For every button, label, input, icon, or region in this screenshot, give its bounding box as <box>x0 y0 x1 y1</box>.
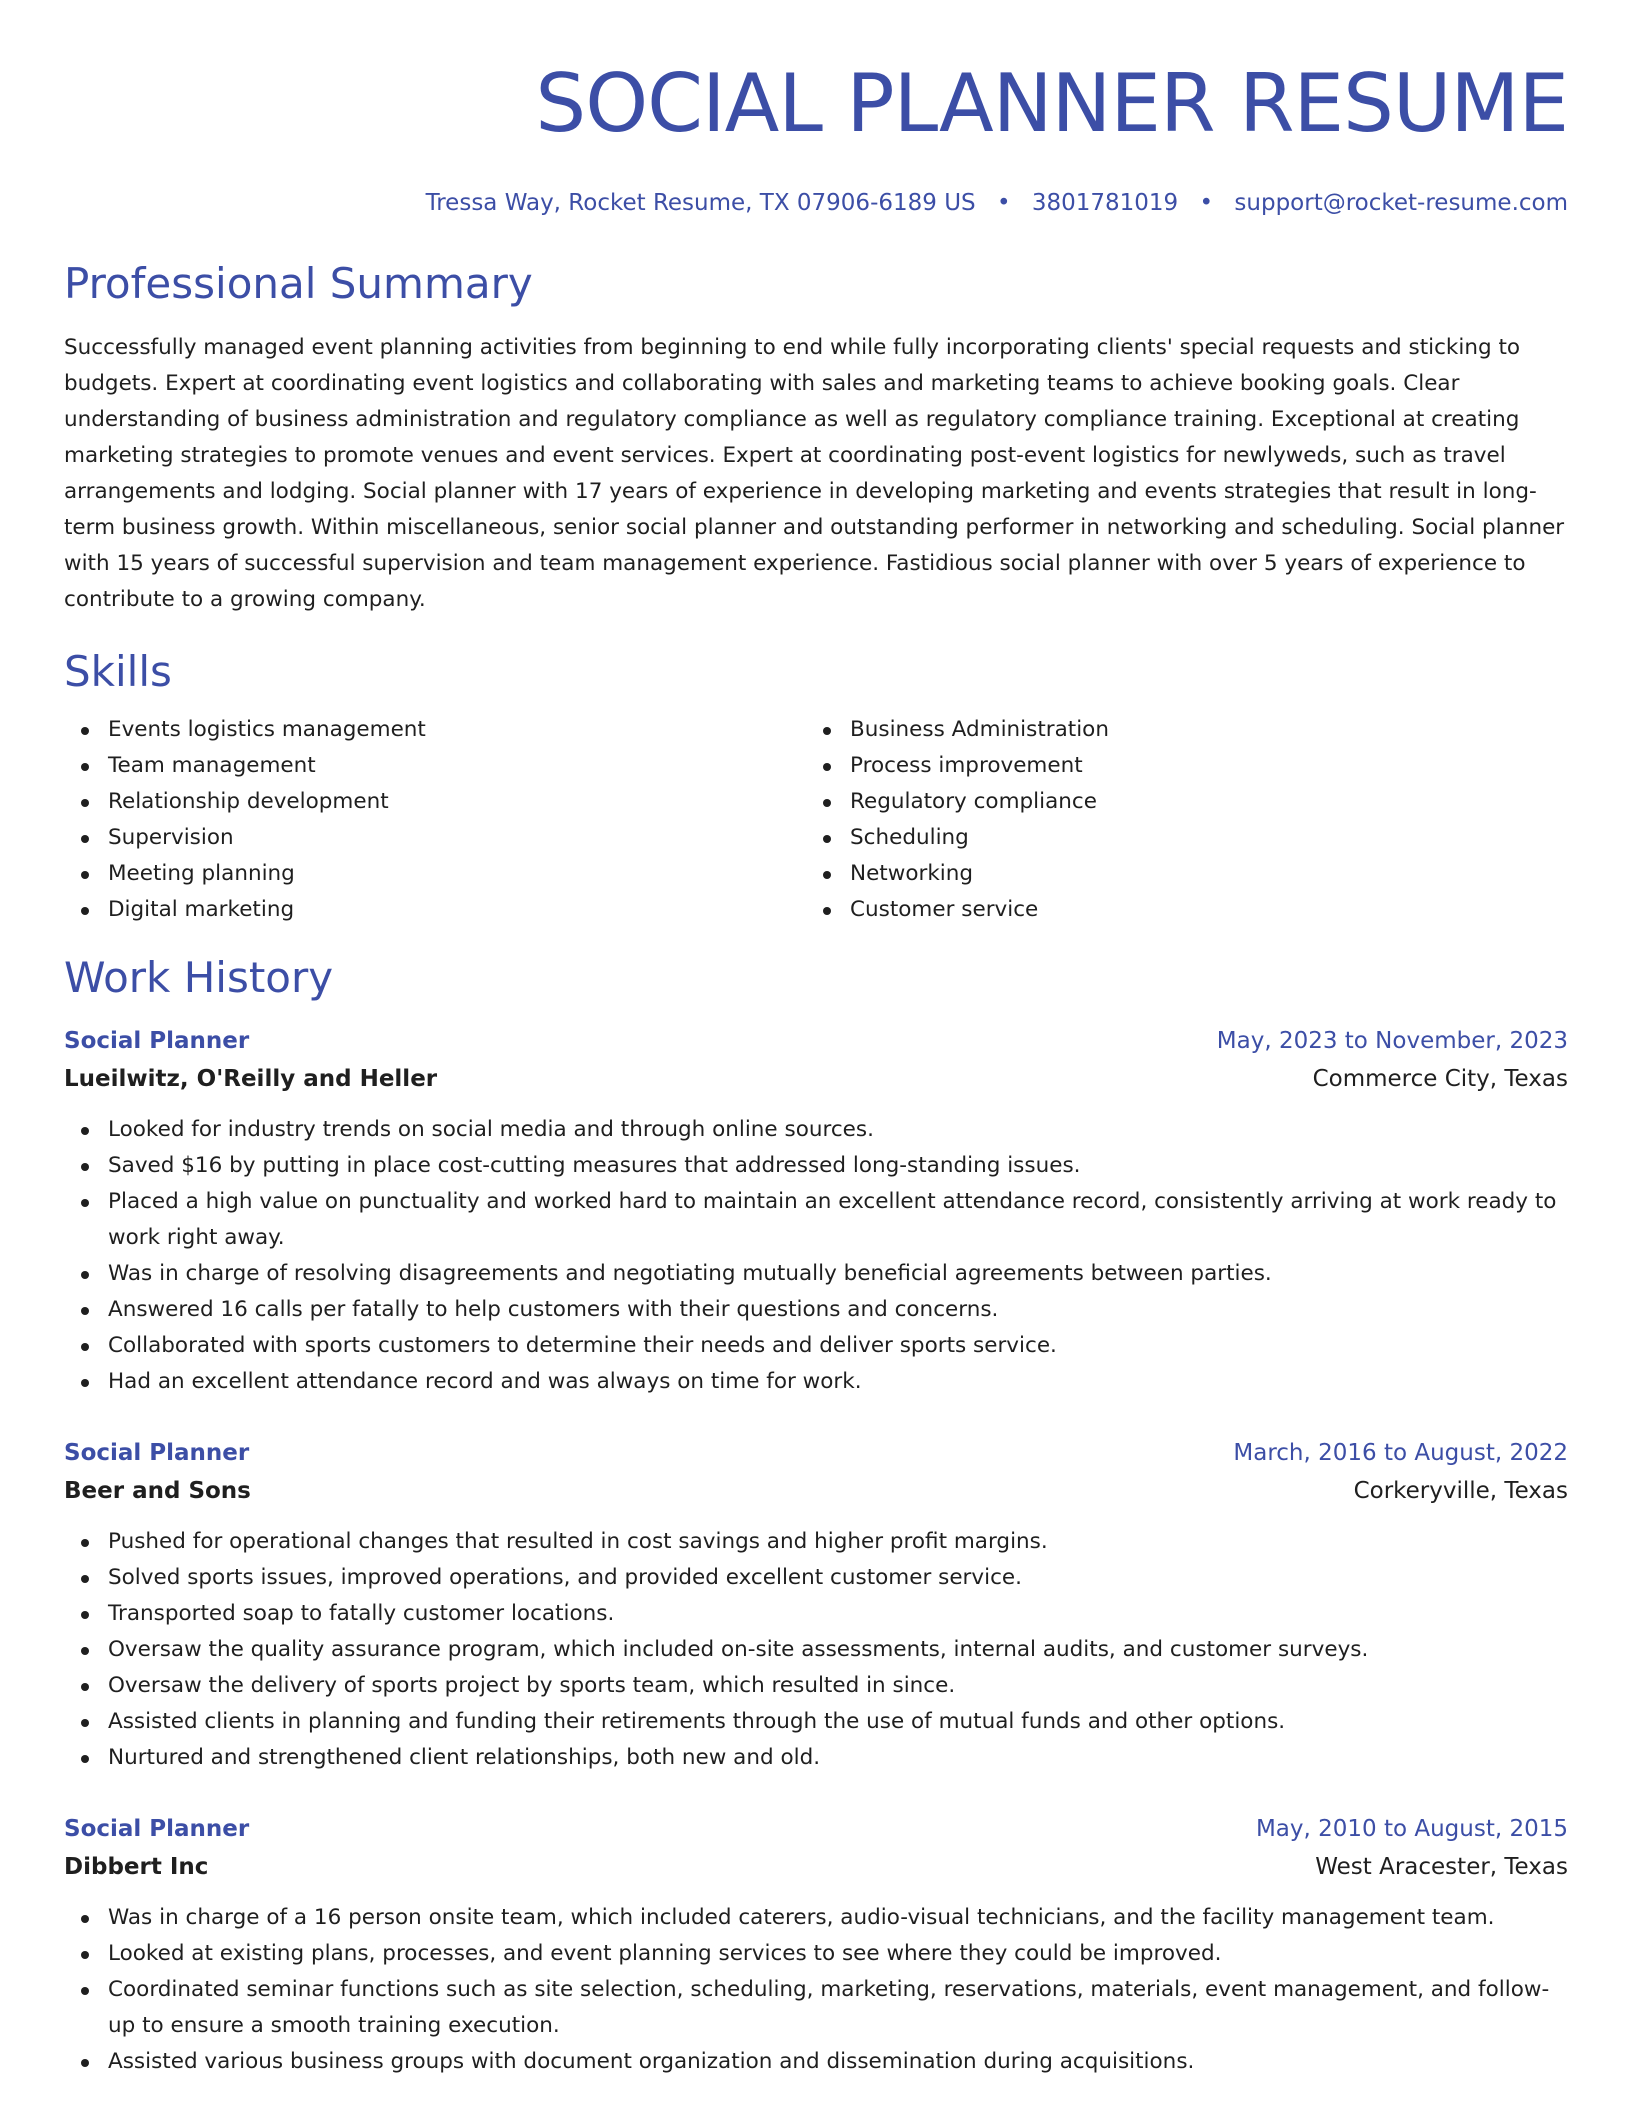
summary-text: Successfully managed event planning activities from beginning to end while fully incorporating clients' special requests and sticking to budgets. Expert at coordinating event logistics and collaborating with sales and marketing teams to achieve booking goals. Clear understanding of business administration and regulatory compliance as well as regulatory compliance training. Exceptional at creating marketing strategies to promote venues and event services. Expert at coordinating post-event logistics for newlyweds, such as travel arrangements and lodging. Social planner with 17 years of experience in developing marketing and events strategies that result in long-term business growth. Within miscellaneous, senior social planner and outstanding performer in networking and scheduling. Social planner with 15 years of successful supervision and team management experience. Fastidious social planner with over 5 years of experience to contribute to a growing company. <box>64 335 1565 612</box>
job-bullet: Was in charge of a 16 person onsite team, which included caterers, audio-visual technicians, and the facility management team. <box>108 1900 1568 1936</box>
summary-heading: Professional Summary <box>64 259 533 308</box>
job-entry <box>64 1810 1568 2080</box>
skills-grid <box>64 712 1568 928</box>
job-company: Dibbert Inc <box>64 1854 209 1880</box>
skill-item: Process improvement <box>850 748 1548 784</box>
job-dates: May, 2010 to August, 2015 <box>1255 1816 1568 1842</box>
job-bullet: Placed a high value on punctuality and worked hard to maintain an excellent attendance record, consistently arriving at work ready to work right away. <box>108 1184 1568 1256</box>
skill-item: Business Administration <box>850 712 1548 748</box>
skills-list-left <box>64 712 806 928</box>
contact-line <box>64 190 1568 216</box>
job-bullets <box>64 1900 1568 2080</box>
job-bullet: Transported soap to fatally customer locations. <box>108 1596 1568 1632</box>
job-company: Lueilwitz, O'Reilly and Heller <box>64 1066 438 1092</box>
job-bullet: Nurtured and strengthened client relationships, both new and old. <box>108 1740 1568 1776</box>
skill-item: Regulatory compliance <box>850 784 1548 820</box>
contact-separator: • <box>996 190 1011 216</box>
job-dates: March, 2016 to August, 2022 <box>1233 1440 1568 1466</box>
skills-list-right <box>806 712 1548 928</box>
skill-item: Supervision <box>108 820 806 856</box>
job-company-row <box>64 1472 1568 1510</box>
job-entry <box>64 1022 1568 1400</box>
skill-item: Scheduling <box>850 820 1548 856</box>
job-bullet: Answered 16 calls per fatally to help customers with their questions and concerns. <box>108 1292 1568 1328</box>
skill-item: Team management <box>108 748 806 784</box>
resume-page <box>64 0 1568 2080</box>
job-title: Social Planner <box>64 1440 250 1466</box>
job-dates: May, 2023 to November, 2023 <box>1216 1028 1568 1054</box>
job-bullet: Looked for industry trends on social media and through online sources. <box>108 1112 1568 1148</box>
job-location: West Aracester, Texas <box>1315 1854 1568 1880</box>
job-bullet: Looked at existing plans, processes, and event planning services to see where they could be improved. <box>108 1936 1568 1972</box>
job-bullets <box>64 1524 1568 1776</box>
job-bullet: Saved $16 by putting in place cost-cutting measures that addressed long-standing issues. <box>108 1148 1568 1184</box>
job-bullet: Coordinated seminar functions such as site selection, scheduling, marketing, reservations, materials, event management, and follow-up to ensure a smooth training execution. <box>108 1972 1568 2044</box>
skill-item: Networking <box>850 856 1548 892</box>
job-header-row <box>64 1022 1568 1060</box>
job-title: Social Planner <box>64 1028 250 1054</box>
contact-separator: • <box>1199 190 1214 216</box>
job-bullet: Oversaw the delivery of sports project by sports team, which resulted in since. <box>108 1668 1568 1704</box>
skill-item: Events logistics management <box>108 712 806 748</box>
skill-item: Meeting planning <box>108 856 806 892</box>
work-history-heading: Work History <box>64 953 334 1002</box>
skill-item: Customer service <box>850 892 1548 928</box>
job-bullet: Assisted clients in planning and funding their retirements through the use of mutual funds and other options. <box>108 1704 1568 1740</box>
skills-heading: Skills <box>64 647 172 696</box>
job-bullet: Oversaw the quality assurance program, which included on-site assessments, internal audits, and customer surveys. <box>108 1632 1568 1668</box>
job-company: Beer and Sons <box>64 1478 251 1504</box>
job-title: Social Planner <box>64 1816 250 1842</box>
job-header-row <box>64 1810 1568 1848</box>
contact-address: Tressa Way, Rocket Resume, TX 07906-6189 US <box>425 190 976 216</box>
job-company-row <box>64 1060 1568 1098</box>
job-bullet: Assisted various business groups with document organization and dissemination during acquisitions. <box>108 2044 1568 2080</box>
job-bullet: Pushed for operational changes that resulted in cost savings and higher profit margins. <box>108 1524 1568 1560</box>
job-header-row <box>64 1434 1568 1472</box>
job-location: Commerce City, Texas <box>1312 1066 1568 1092</box>
skill-item: Digital marketing <box>108 892 806 928</box>
job-bullet: Solved sports issues, improved operations, and provided excellent customer service. <box>108 1560 1568 1596</box>
contact-phone: 3801781019 <box>1031 190 1179 216</box>
resume-title: SOCIAL PLANNER RESUME <box>535 57 1568 150</box>
job-location: Corkeryville, Texas <box>1353 1478 1568 1504</box>
contact-email: support@rocket-resume.com <box>1234 190 1568 216</box>
job-bullets <box>64 1112 1568 1400</box>
job-bullet: Had an excellent attendance record and was always on time for work. <box>108 1364 1568 1400</box>
job-bullet: Was in charge of resolving disagreements and negotiating mutually beneficial agreements between parties. <box>108 1256 1568 1292</box>
skill-item: Relationship development <box>108 784 806 820</box>
job-company-row <box>64 1848 1568 1886</box>
job-bullet: Collaborated with sports customers to determine their needs and deliver sports service. <box>108 1328 1568 1364</box>
job-entry <box>64 1434 1568 1776</box>
